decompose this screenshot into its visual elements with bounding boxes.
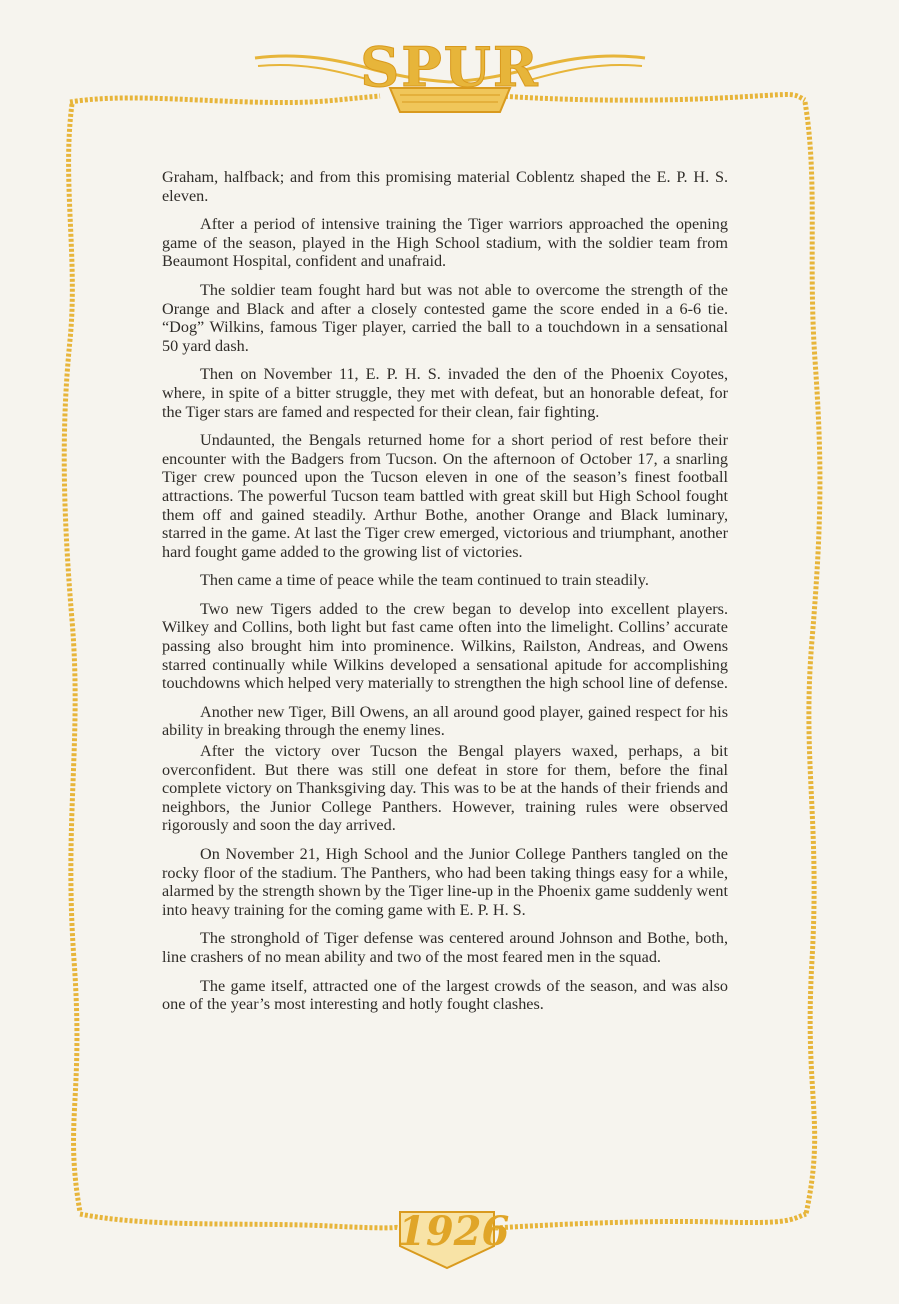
paragraph: On November 21, High School and the Junior College Panthers tangled on the rocky floor of the stadium. The Panthers, who had been taking things easy for a while, alarmed by the strength shown by the Tiger line-up in the Phoenix game suddenly went into heavy training for the coming game with E. P. H. S. [162, 845, 728, 919]
article-body [162, 168, 728, 1024]
paragraph: Undaunted, the Bengals returned home for a short period of rest before their encounter with the Badgers from Tucson. On the afternoon of October 17, a snarling Tiger crew pounced upon the Tucson eleven in one of the season’s finest football attractions. The powerful Tucson team battled with great skill but High School fought them off and gained steadily. Arthur Bothe, another Orange and Black luminary, starred in the game. At last the Tiger crew emerged, victorious and triumphant, another hard fought game added to the growing list of victories. [162, 431, 728, 561]
paragraph: Another new Tiger, Bill Owens, an all around good player, gained respect for his ability in breaking through the enemy lines. [162, 702, 728, 740]
paragraph: The soldier team fought hard but was not able to overcome the strength of the Orange and Black and after a closely contested game the score ended in a 6-6 tie. “Dog” Wilkins, famous Tiger player, carried the ball to a touchdown in a sensational 50 yard dash. [162, 280, 728, 355]
paragraph: Two new Tigers added to the crew began to develop into excellent players. Wilkey and Collins, both light but fast came often into the limelight. Collins’ accurate passing also brought him into prominence. Wilkins, Railston, Andreas, and Owens starred continually while Wilkins developed a sensational apitude for accomplishing touchdowns which helped very materially to strengthen the high school line of defense. [162, 599, 728, 693]
paragraph: Then came a time of peace while the team continued to train steadily. [200, 571, 649, 590]
paragraph: The stronghold of Tiger defense was centered around Johnson and Bothe, both, line crashers of no mean ability and two of the most feared men in the squad. [162, 929, 728, 966]
footer-year-emblem: 1926 [398, 1208, 510, 1255]
masthead-title: SPUR [360, 35, 540, 99]
paragraph: Graham, halfback; and from this promising material Coblentz shaped the E. P. H. S. eleven. [162, 168, 728, 205]
paragraph: After a period of intensive training the Tiger warriors approached the opening game of the season, played in the High School stadium, with the soldier team from Beaumont Hospital, confident and unafraid. [162, 215, 728, 271]
paragraph: The game itself, attracted one of the largest crowds of the season, and was also one of the year’s most interesting and hotly fought clashes. [162, 976, 728, 1014]
paragraph: Then on November 11, E. P. H. S. invaded the den of the Phoenix Coyotes, where, in spite of a bitter struggle, they met with defeat, but an honorable defeat, for the Tiger stars are famed and respected for their clean, fair fighting. [162, 365, 728, 421]
paragraph: After the victory over Tucson the Bengal players waxed, perhaps, a bit overconfident. But there was still one defeat in store for them, before the final complete victory on Thanksgiving day. This was to be at the hands of their friends and neighbors, the Junior College Panthers. However, training rules were observed rigorously and soon the day arrived. [162, 742, 728, 835]
